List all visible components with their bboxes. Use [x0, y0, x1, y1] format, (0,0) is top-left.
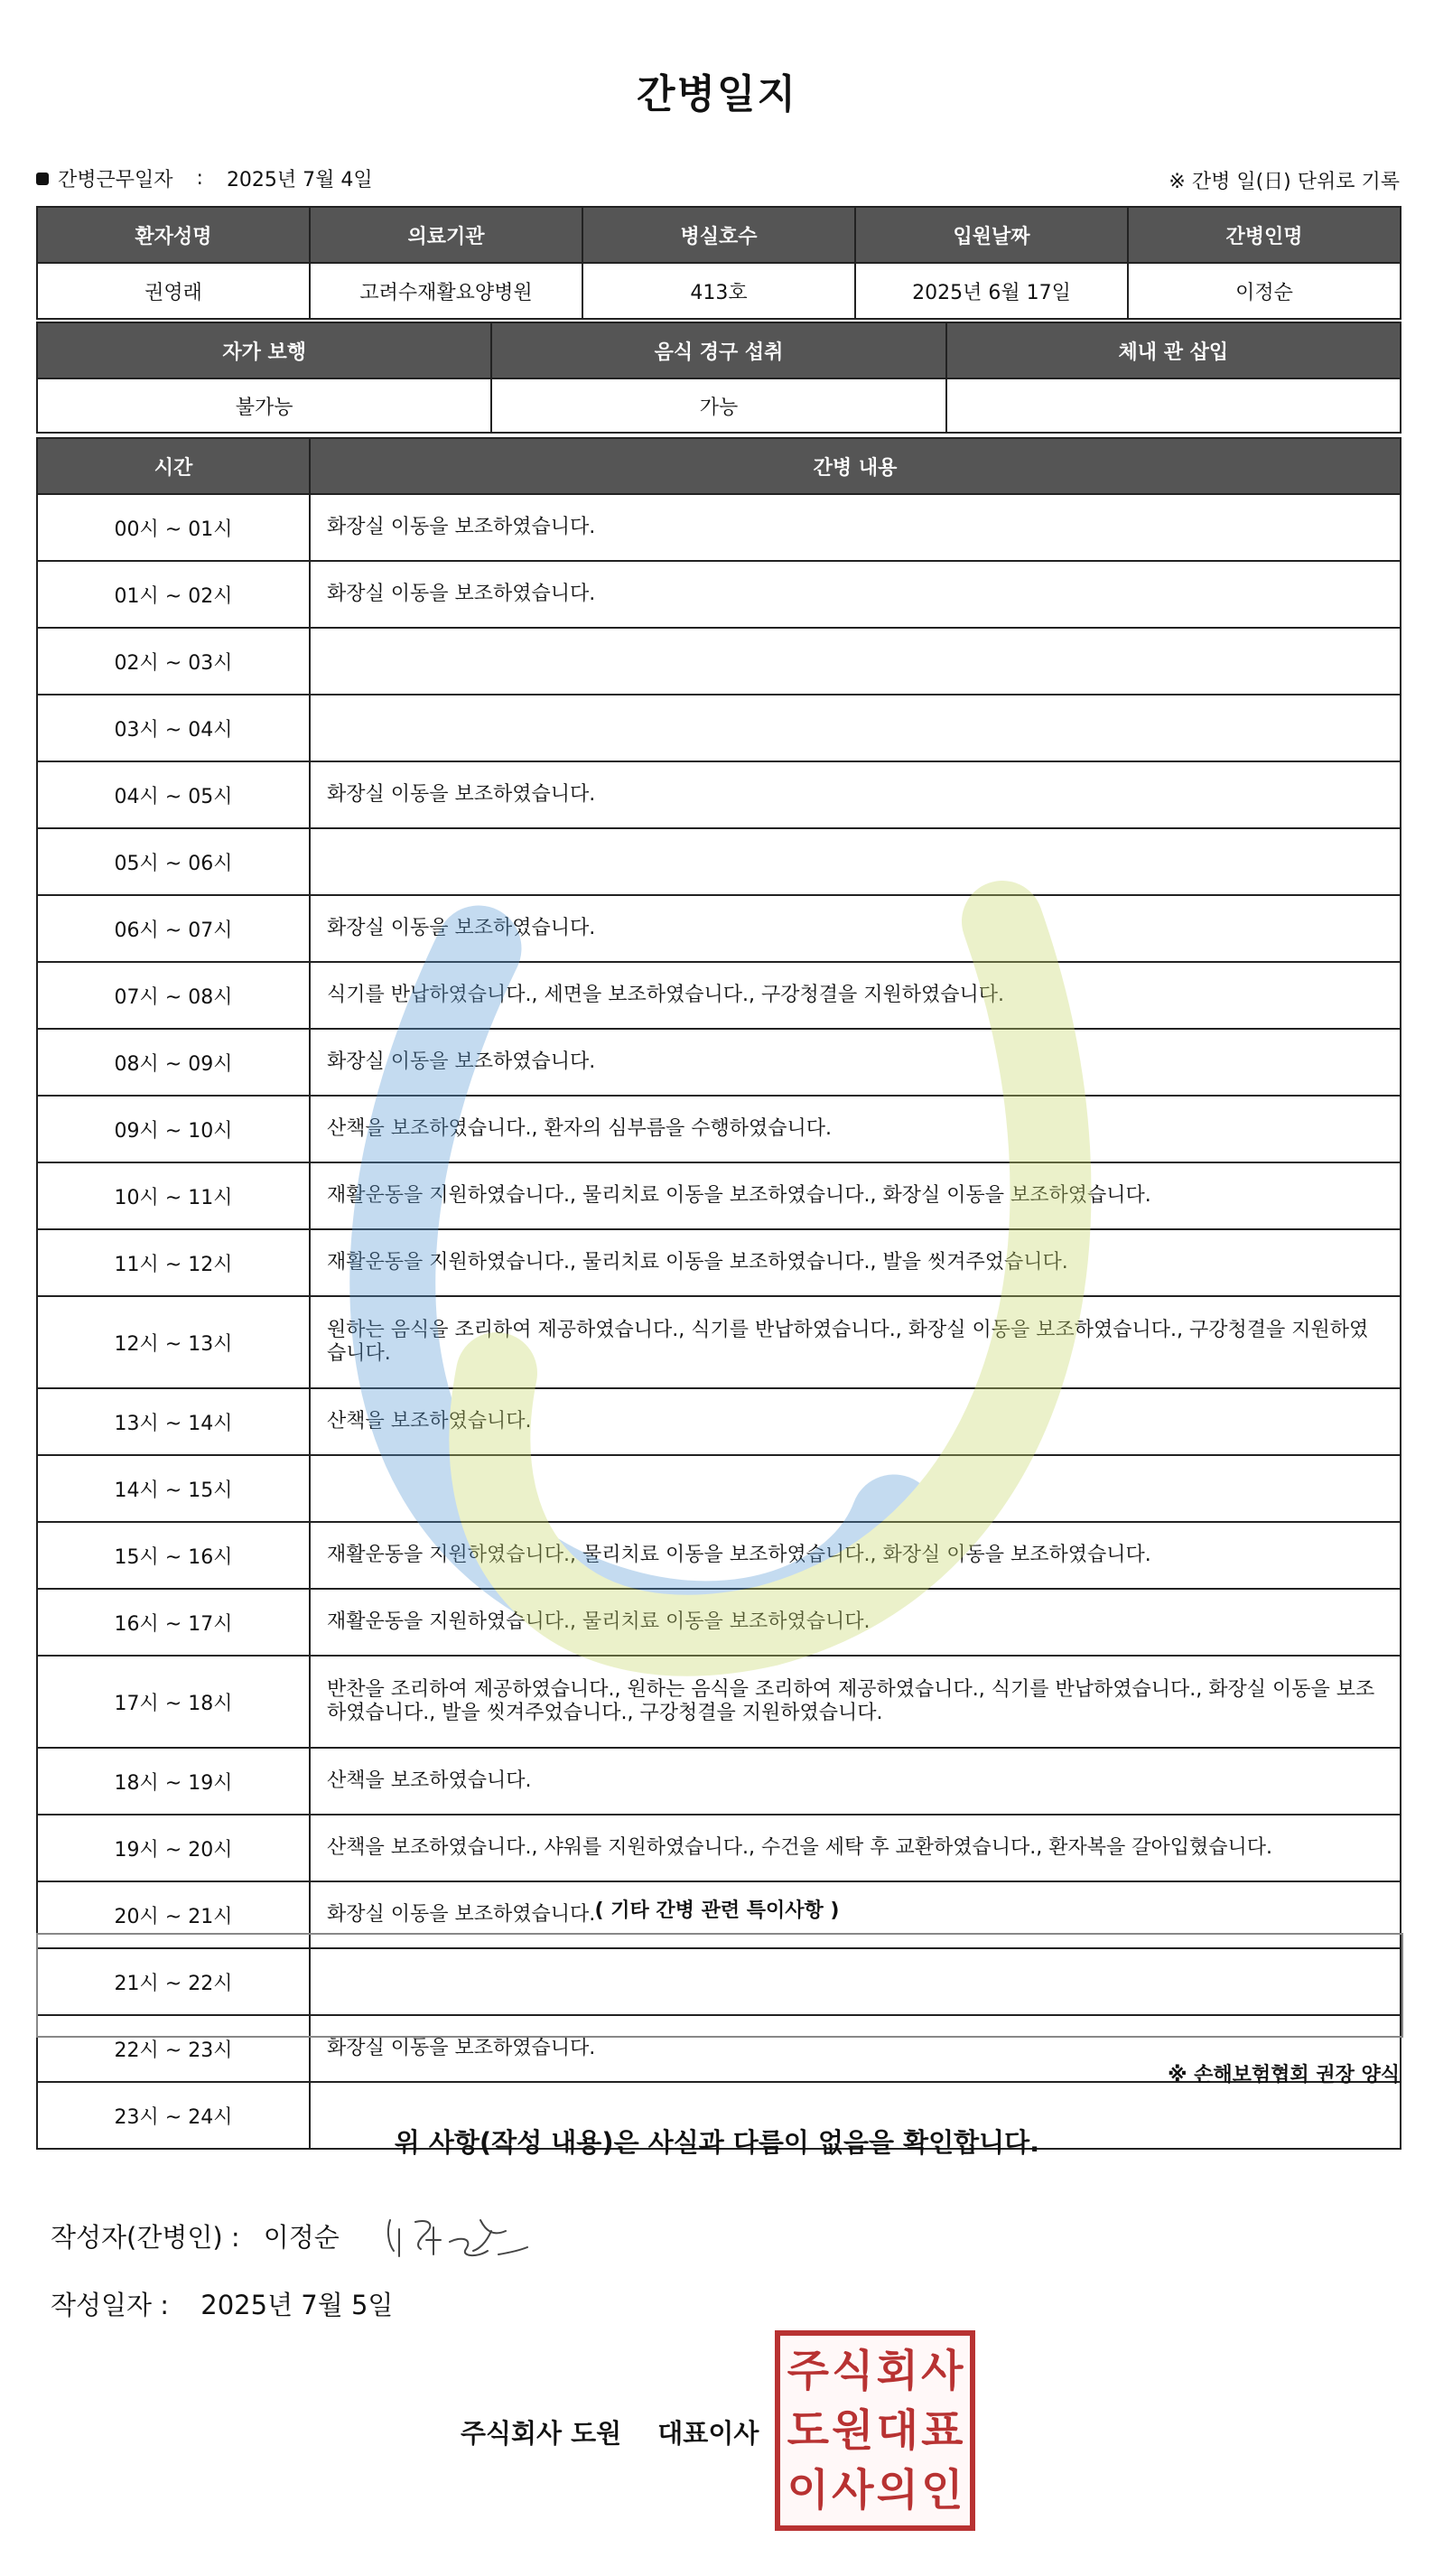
- stamp-char: 표: [921, 2405, 964, 2456]
- time-slot: 08시 ~ 09시: [37, 1029, 310, 1096]
- time-slot: 14시 ~ 15시: [37, 1455, 310, 1522]
- stamp-char: 인: [921, 2465, 964, 2515]
- stamp-char: 사: [832, 2465, 874, 2515]
- table-row: [37, 1388, 1401, 1455]
- special-notes-title: ( 기타 간병 관련 특이사항 ): [594, 1899, 840, 1922]
- table-row: [37, 1229, 1401, 1296]
- writer-row: [51, 2217, 340, 2254]
- care-content: 산책을 보조하였습니다.: [310, 1748, 1401, 1815]
- time-slot: 03시 ~ 04시: [37, 695, 310, 761]
- table-row: [37, 1029, 1401, 1096]
- header-patient-name: 환자성명: [37, 207, 310, 263]
- patient-info-table: [36, 206, 1401, 320]
- care-content: 화장실 이동을 보조하였습니다.: [310, 1881, 1401, 1948]
- stamp-char: 주: [787, 2346, 829, 2396]
- time-slot: 02시 ~ 03시: [37, 628, 310, 695]
- company-row: [461, 2413, 759, 2450]
- care-content: [310, 695, 1401, 761]
- time-slot: 05시 ~ 06시: [37, 828, 310, 895]
- special-notes-box: [36, 1933, 1403, 2038]
- stamp-char: 회: [876, 2346, 918, 2396]
- table-row: [37, 494, 1401, 561]
- table-row: [37, 1522, 1401, 1589]
- care-content: 원하는 음식을 조리하여 제공하였습니다., 식기를 반납하였습니다., 화장실 이동을 보조하였습니다., 구강청결을 지원하였습니다.: [310, 1296, 1401, 1388]
- table-row: [37, 1162, 1401, 1229]
- time-slot: 13시 ~ 14시: [37, 1388, 310, 1455]
- stamp-char: 도: [787, 2405, 829, 2456]
- admission-date: 2025년 6월 17일: [855, 263, 1128, 319]
- header-tube-insertion: 체내 관 삽입: [946, 322, 1401, 378]
- time-slot: 07시 ~ 08시: [37, 962, 310, 1029]
- time-slot: 09시 ~ 10시: [37, 1096, 310, 1162]
- tube-insertion-value: [946, 378, 1401, 433]
- care-content: 재활운동을 지원하였습니다., 물리치료 이동을 보조하였습니다., 화장실 이동을 보조하였습니다.: [310, 1162, 1401, 1229]
- header-room: 병실호수: [582, 207, 855, 263]
- time-slot: 06시 ~ 07시: [37, 895, 310, 962]
- company-seal-stamp: [775, 2330, 975, 2531]
- table-row: [37, 1589, 1401, 1656]
- care-content: 재활운동을 지원하였습니다., 물리치료 이동을 보조하였습니다., 화장실 이동을 보조하였습니다.: [310, 1522, 1401, 1589]
- header-time: 시간: [37, 438, 310, 494]
- stamp-char: 이: [787, 2465, 829, 2515]
- written-date-row: [51, 2285, 393, 2322]
- work-date-separator: :: [196, 167, 203, 190]
- document-title: 간병일지: [636, 71, 797, 117]
- care-content: 식기를 반납하였습니다., 세면을 보조하였습니다., 구강청결을 지원하였습니다.: [310, 962, 1401, 1029]
- header-oral-intake: 음식 경구 섭취: [491, 322, 945, 378]
- stamp-char: 대: [876, 2405, 918, 2456]
- patient-status-table: [36, 322, 1401, 434]
- time-slot: 10시 ~ 11시: [37, 1162, 310, 1229]
- self-walking-value: 불가능: [37, 378, 491, 433]
- care-content: 화장실 이동을 보조하였습니다.: [310, 561, 1401, 628]
- room-number: 413호: [582, 263, 855, 319]
- time-slot: 18시 ~ 19시: [37, 1748, 310, 1815]
- hospital-name: 고려수재활요양병원: [310, 263, 582, 319]
- daily-record-note: ※ 간병 일(日) 단위로 기록: [1169, 171, 1400, 193]
- stamp-char: 의: [876, 2465, 918, 2515]
- oral-intake-value: 가능: [491, 378, 945, 433]
- care-content: 화장실 이동을 보조하였습니다.: [310, 895, 1401, 962]
- recommended-form-note: ※ 손해보험협회 권장 양식: [1168, 2064, 1400, 2086]
- table-row: [37, 962, 1401, 1029]
- written-date-value: 2025년 7월 5일: [200, 2290, 394, 2320]
- work-date-value: 2025년 7월 4일: [226, 169, 373, 191]
- table-row: [37, 1815, 1401, 1881]
- table-row: [37, 895, 1401, 962]
- confirmation-statement: 위 사항(작성 내용)은 사실과 다름이 없음을 확인합니다.: [394, 2127, 1040, 2158]
- header-care-content: 간병 내용: [310, 438, 1401, 494]
- stamp-char: 식: [832, 2346, 874, 2396]
- work-date-row: [36, 164, 373, 192]
- time-slot: 01시 ~ 02시: [37, 561, 310, 628]
- time-slot: 21시 ~ 22시: [37, 1948, 310, 2015]
- care-content: 화장실 이동을 보조하였습니다.: [310, 2015, 1401, 2082]
- company-ceo-title: 대표이사: [657, 2418, 759, 2449]
- care-content: 화장실 이동을 보조하였습니다.: [310, 761, 1401, 828]
- patient-name: 권영래: [37, 263, 310, 319]
- care-log-table: [36, 437, 1401, 2150]
- company-name: 주식회사 도원: [461, 2418, 622, 2449]
- table-row: [37, 1455, 1401, 1522]
- time-slot: 11시 ~ 12시: [37, 1229, 310, 1296]
- care-content: 산책을 보조하였습니다., 샤워를 지원하였습니다., 수건을 세탁 후 교환하였습니다., 환자복을 갈아입혔습니다.: [310, 1815, 1401, 1881]
- time-slot: 19시 ~ 20시: [37, 1815, 310, 1881]
- care-content: 화장실 이동을 보조하였습니다.: [310, 1029, 1401, 1096]
- care-content: [310, 828, 1401, 895]
- time-slot: 00시 ~ 01시: [37, 494, 310, 561]
- table-row: [37, 1656, 1401, 1748]
- table-row: [37, 828, 1401, 895]
- stamp-char: 원: [832, 2405, 874, 2456]
- care-content: [310, 1455, 1401, 1522]
- time-slot: 17시 ~ 18시: [37, 1656, 310, 1748]
- caregiver-name: 이정순: [1128, 263, 1401, 319]
- time-slot: 15시 ~ 16시: [37, 1522, 310, 1589]
- header-self-walking: 자가 보행: [37, 322, 491, 378]
- table-row: [37, 761, 1401, 828]
- writer-name: 이정순: [263, 2222, 340, 2253]
- work-date-label: 간병근무일자: [58, 169, 173, 191]
- handwritten-signature: [379, 2204, 533, 2267]
- header-hospital: 의료기관: [310, 207, 582, 263]
- time-slot: 04시 ~ 05시: [37, 761, 310, 828]
- time-slot: 16시 ~ 17시: [37, 1589, 310, 1656]
- stamp-char: 사: [921, 2346, 964, 2396]
- table-row: [37, 1096, 1401, 1162]
- time-slot: 12시 ~ 13시: [37, 1296, 310, 1388]
- time-slot: 22시 ~ 23시: [37, 2015, 310, 2082]
- care-content: 재활운동을 지원하였습니다., 물리치료 이동을 보조하였습니다., 발을 씻겨주었습니다.: [310, 1229, 1401, 1296]
- care-content: 재활운동을 지원하였습니다., 물리치료 이동을 보조하였습니다.: [310, 1589, 1401, 1656]
- care-content: 화장실 이동을 보조하였습니다.: [310, 494, 1401, 561]
- table-row: [37, 1748, 1401, 1815]
- table-row: [37, 695, 1401, 761]
- writer-label: 작성자(간병인) :: [51, 2222, 240, 2253]
- care-content: 산책을 보조하였습니다., 환자의 심부름을 수행하였습니다.: [310, 1096, 1401, 1162]
- header-caregiver-name: 간병인명: [1128, 207, 1401, 263]
- header-admission-date: 입원날짜: [855, 207, 1128, 263]
- table-row: [37, 628, 1401, 695]
- care-content: 산책을 보조하였습니다.: [310, 1388, 1401, 1455]
- written-date-label: 작성일자 :: [51, 2290, 170, 2320]
- table-row: [37, 1296, 1401, 1388]
- bullet-icon: [36, 173, 49, 185]
- table-row: [37, 561, 1401, 628]
- care-content: [310, 628, 1401, 695]
- time-slot: 20시 ~ 21시: [37, 1881, 310, 1948]
- care-content: 반찬을 조리하여 제공하였습니다., 원하는 음식을 조리하여 제공하였습니다., 식기를 반납하였습니다., 화장실 이동을 보조하였습니다., 발을 씻겨주었습니다., 구강청결을 지원하였습니다.: [310, 1656, 1401, 1748]
- time-slot: 23시 ~ 24시: [37, 2082, 310, 2149]
